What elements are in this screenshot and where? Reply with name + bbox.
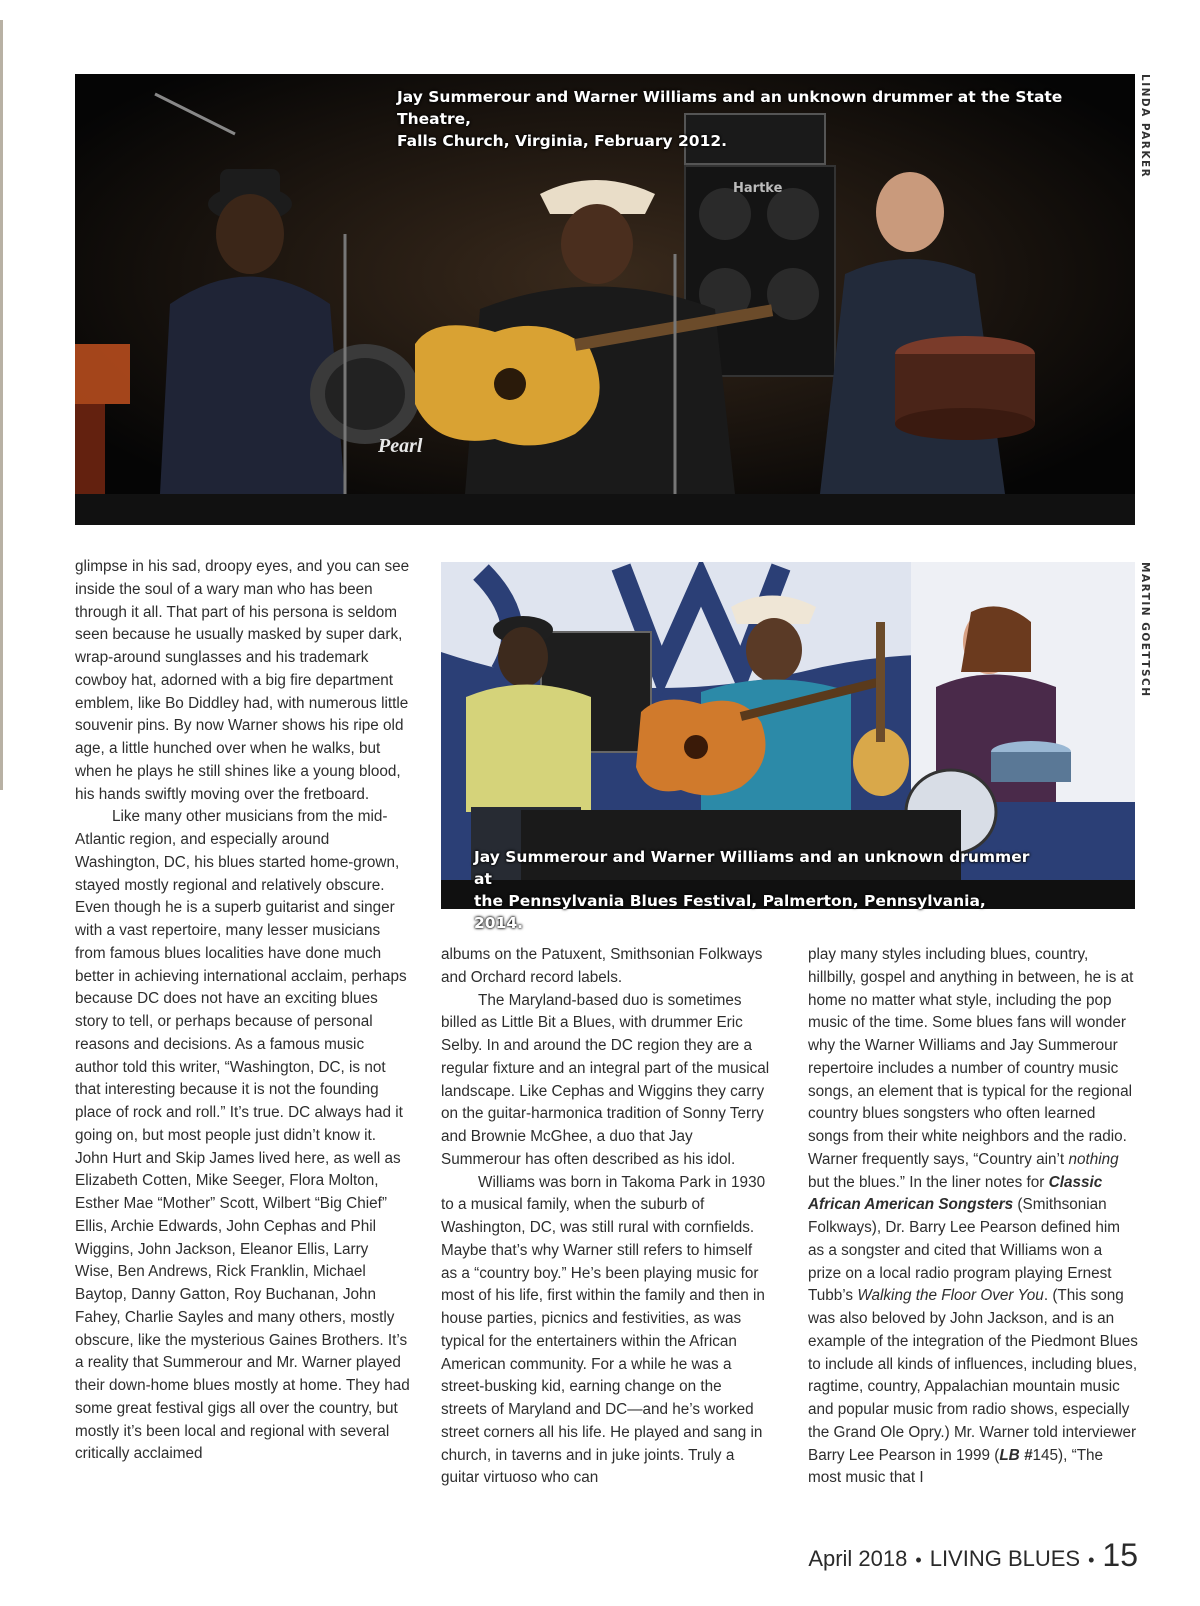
text-run: . (This song was also beloved by John Jackson, and is an example of the integration of the Piedmont Blues to include all kinds of influences, including blues, ragtime, country, Appalachian mountain music and popular music from radio shows, especially the Grand Ole Opry.) Mr. Warner told interviewer Barry Lee Pearson in 1999 ( xyxy=(808,1287,1138,1464)
article-column-3 xyxy=(808,944,1138,1490)
text-run: (Smithsonian Folkways), Dr. Barry Lee Pearson defined him as a songster and cited that Williams won a prize on a local radio program playing Ernest Tubb’s xyxy=(808,1196,1121,1305)
album-title: Classic African American Songsters xyxy=(808,1173,1103,1214)
caption-line: the Pennsylvania Blues Festival, Palmerton, Pennsylvania, 2014. xyxy=(474,892,986,932)
article-paragraph: Williams was born in Takoma Park in 1930 to a musical family, when the suburb of Washington, DC, was still rural with cornfields. Maybe that’s why Warner still refers to himself as a “country boy.” He’s been playing music for most of his life, first within the family and then in house parties, picnics and festivities, as was typical for the entertainers within the African American community. For a while he was a street-busking kid, earning change on the streets of Maryland and DC—and he’s worked street corners all his life. He played and sang in church, in taverns and in juke joints. Truly a guitar virtuoso who can xyxy=(441,1173,766,1487)
page-number: 15 xyxy=(1102,1537,1138,1573)
caption-line: Falls Church, Virginia, February 2012. xyxy=(397,132,728,150)
drum-brand-label: Pearl xyxy=(378,435,423,457)
article-column-2 xyxy=(441,944,771,1490)
photo-credit-martin-goettsch: MARTIN GOETTSCH xyxy=(1139,562,1151,698)
article-paragraph: Like many other musicians from the mid-Atlantic region, and especially around Washington, DC, his blues started home-grown, stayed mostly regional and relatively obscure. Even though he is a superb guitarist and singer with a vast repertoire, many lesser musicians from famous blues localities have done much better in achieving international acclaim, perhaps because DC does not have an exciting blues story to tell, or perhaps because of personal reasons and decisions. As a famous music author told this writer, “Washington, DC, is not that interesting because it is not the founding place of rock and roll.” It’s true. DC always had it going on, but most people just didn’t know it. John Hurt and Skip James lived here, as well as Elizabeth Cotten, Mike Seeger, Flora Molton, Esther Mae “Mother” Scott, Wilbert “Big Chief” Ellis, Archie Edwards, John Cephas and Phil Wiggins, John Jackson, Eleanor Ellis, Larry Wise, Ben Andrews, Rick Franklin, Michael Baytop, Danny Gatton, Roy Buchanan, John Fahey, Charlie Sayles and many others, mostly obscure, like the mysterious Gaines Brothers. It’s a reality that Summerour and Mr. Warner played their down-home blues mostly at home. They had some great festival gigs all over the country, but mostly it’s been local and regional with several critically acclaimed xyxy=(75,808,410,1463)
article-paragraph: albums on the Patuxent, Smithsonian Folkways and Orchard record labels. xyxy=(441,946,763,986)
photo-pennsylvania-festival-caption xyxy=(474,846,1034,934)
article-paragraph: The Maryland-based duo is sometimes billed as Little Bit a Blues, with drummer Eric Selby. In and around the DC region they are a regular fixture and an integral part of the musical landscape. Like Cephas and Wiggins they carry on the guitar-harmonica tradition of Sonny Terry and Brownie McGhee, a duo that Jay Summerour has often described as his idol. xyxy=(441,991,770,1168)
living-blues-reference: LB # xyxy=(999,1446,1033,1464)
caption-line: Jay Summerour and Warner Williams and an unknown drummer at xyxy=(474,848,1030,888)
song-title: Walking the Floor Over You xyxy=(857,1287,1044,1305)
magazine-name: LIVING BLUES xyxy=(929,1546,1081,1571)
page-edge-mark xyxy=(0,20,3,790)
article-paragraph xyxy=(808,944,1138,1490)
issue-date: April 2018 xyxy=(808,1546,908,1571)
page-footer xyxy=(808,1537,1138,1574)
emphasis-text: nothing xyxy=(1068,1150,1119,1168)
photo-state-theatre-caption xyxy=(397,86,1117,152)
text-run: play many styles including blues, country, hillbilly, gospel and anything in between, he is at home no matter what style, including the pop music of the time. Some blues fans will wonder why the Warner Williams and Jay Summerour repertoire includes a number of country music songs, an element that is typical for the regional country blues songsters who often learned songs from their white neighbors and the radio. Warner frequently says, “Country ain’t xyxy=(808,946,1134,1168)
footer-separator: • xyxy=(915,1550,922,1570)
text-run: 145), “The most music that I xyxy=(808,1446,1104,1487)
amp-brand-label: Hartke xyxy=(733,181,783,196)
article-column-1 xyxy=(75,556,410,1466)
footer-separator: • xyxy=(1088,1550,1095,1570)
caption-line: Jay Summerour and Warner Williams and an unknown drummer at the State Theatre, xyxy=(397,88,1063,128)
photo-credit-linda-parker: LINDA PARKER xyxy=(1139,74,1151,179)
text-run: but the blues.” In the liner notes for xyxy=(808,1173,1049,1191)
article-paragraph: glimpse in his sad, droopy eyes, and you can see inside the soul of a wary man who has been through it all. That part of his persona is seldom seen because he usually masked by super dark, wrap-around sunglasses and his trademark cowboy hat, adorned with a big fire department emblem, like Bo Diddley had, with numerous little souvenir pins. By now Warner shows his ripe old age, a little hunched over when he walks, but when he plays he still shines like a young blood, his hands swiftly moving over the fretboard. xyxy=(75,558,410,803)
